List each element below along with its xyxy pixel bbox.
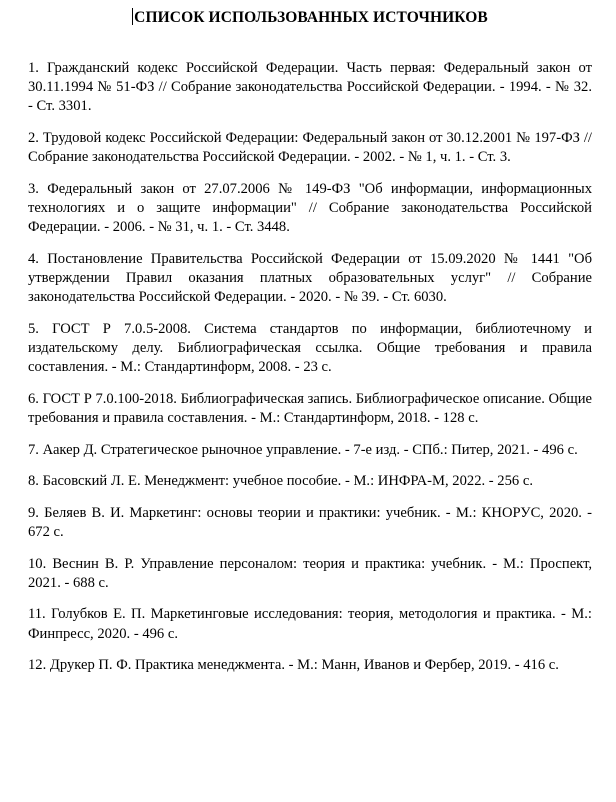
reference-item-5: 5. ГОСТ Р 7.0.5-2008. Система стандартов по информации, библиотечному и издательскому делу. Библиографическая ссылка. Общие требования и правила составления. - М.: Стандартинформ, 2008. - 23 с. (28, 320, 592, 376)
reference-item-8: 8. Басовский Л. Е. Менеджмент: учебное пособие. - М.: ИНФРА-М, 2022. - 256 с. (28, 473, 533, 490)
reference-item-12: 12. Друкер П. Ф. Практика менеджмента. - М.: Манн, Иванов и Фербер, 2019. - 416 с. (28, 657, 559, 674)
reference-item-9: 9. Беляев В. И. Маркетинг: основы теории и практики: учебник. - М.: КНОРУС, 2020. - 672 с. (28, 504, 592, 540)
reference-item-6: 6. ГОСТ Р 7.0.100-2018. Библиографическая запись. Библиографическое описание. Общие требования и правила составления. - М.: Стандартинформ, 2018. - 128 с. (28, 390, 592, 426)
reference-item-4: 4. Постановление Правительства Российской Федерации от 15.09.2020 № 1441 "Об утверждении Правил оказания платных образовательных услуг" // Собрание законодательства Российской Федерации. - 2020. - № 39. - Ст. 6030. (28, 250, 592, 306)
reference-item-3: 3. Федеральный закон от 27.07.2006 № 149-ФЗ "Об информации, информационных технологиях и о защите информации" // Собрание законодательства Российской Федерации. - 2006. - № 31, ч. 1. - Ст. 3448. (28, 180, 592, 236)
document-title-line (28, 8, 592, 28)
reference-item-2: 2. Трудовой кодекс Российской Федерации: Федеральный закон от 30.12.2001 № 197-ФЗ // Собрание законодательства Российской Федерации. - 2002. - № 1, ч. 1. - Ст. 3. (28, 130, 592, 166)
reference-list (28, 59, 592, 675)
reference-item-7: 7. Аакер Д. Стратегическое рыночное управление. - 7-е изд. - СПб.: Питер, 2021. - 496 с. (28, 441, 578, 458)
reference-item-1: 1. Гражданский кодекс Российской Федерации. Часть первая: Федеральный закон от 30.11.1994 № 51-ФЗ // Собрание законодательства Российской Федерации. - 1994. - № 32. - Ст. 3301. (28, 60, 592, 115)
document-title: СПИСОК ИСПОЛЬЗОВАННЫХ ИСТОЧНИКОВ (134, 9, 488, 26)
reference-item-11: 11. Голубков Е. П. Маркетинговые исследования: теория, методология и практика. - М.: Финпресс, 2020. - 496 с. (28, 606, 592, 642)
reference-item-10: 10. Веснин В. Р. Управление персоналом: теория и практика: учебник. - М.: Проспект, 2021. - 688 с. (28, 555, 592, 591)
